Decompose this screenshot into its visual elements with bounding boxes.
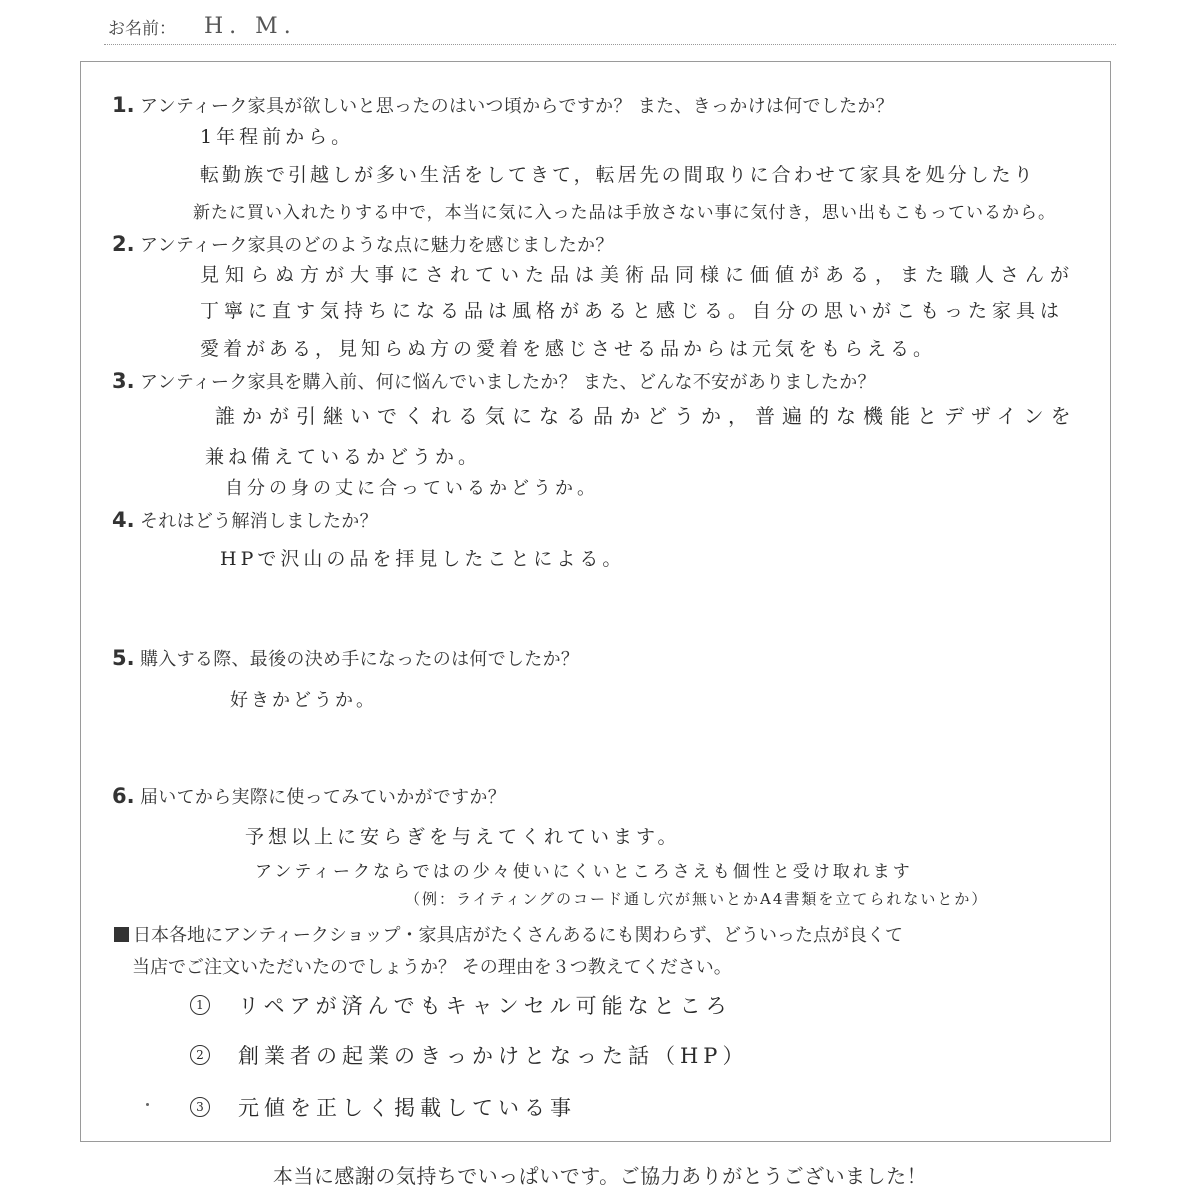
- footer-thanks: 本当に感謝の気持ちでいっぱいです。ご協力ありがとうございました！: [272, 1164, 928, 1188]
- question-number: 1.: [112, 93, 135, 117]
- reason-text: 創業者の起業のきっかけとなった話（HP）: [238, 1044, 749, 1068]
- question-text: 購入する際、最後の決め手になったのは何でしたか？: [140, 649, 580, 670]
- square-bullet-icon: [114, 927, 129, 942]
- answer-line: HPで沢山の品を拝見したことによる。: [220, 548, 626, 570]
- circled-number-icon: 3: [190, 1097, 210, 1117]
- answer-line: 誰かが引継いでくれる気になる品かどうか，普遍的な機能とデザインを: [215, 404, 1078, 428]
- answer-line: 見知らぬ方が大事にされていた品は美術品同様に価値がある，また職人さんが: [200, 264, 1076, 286]
- answer-line: 愛着がある，見知らぬ方の愛着を感じさせる品からは元気をもらえる。: [200, 338, 937, 360]
- answer-line: 転勤族で引越しが多い生活をしてきて，転居先の間取りに合わせて家具を処分したり: [200, 164, 1036, 186]
- reason-1: [190, 990, 732, 1020]
- reason-2: [190, 1040, 748, 1070]
- question-4: [112, 507, 378, 533]
- question-number: 3.: [112, 369, 135, 393]
- question-number: 2.: [112, 232, 135, 256]
- answer-line: 自分の身の丈に合っているかどうか。: [225, 478, 599, 499]
- question-2: [112, 231, 614, 257]
- question-number: 5.: [112, 646, 135, 670]
- question-text: 届いてから実際に使ってみていかがですか？: [140, 787, 506, 808]
- question-3: [112, 368, 876, 394]
- question-1: [112, 92, 894, 118]
- reason-3: [190, 1092, 576, 1122]
- reasons-question-text: 日本各地にアンティークショップ・家具店がたくさんあるにも関わらず、どういった点が良くて: [133, 925, 904, 946]
- circled-number-icon: 1: [190, 995, 210, 1015]
- question-number: 6.: [112, 784, 135, 808]
- name-underline: [104, 44, 1116, 45]
- question-text: アンティーク家具を購入前、何に悩んでいましたか？ また、どんな不安がありましたか？: [140, 372, 876, 393]
- reasons-question-line-2: 当店でご注文いただいたのでしょうか？ その理由を３つ教えてください。: [132, 956, 732, 978]
- answer-line: 兼ね備えているかどうか。: [205, 446, 482, 468]
- answer-line: 丁寧に直す気持ちになる品は風格があると感じる。自分の思いがこもった家具は: [200, 300, 1065, 322]
- reasons-question-line-1: [114, 920, 903, 952]
- question-text: アンティーク家具が欲しいと思ったのはいつ頃からですか？ また、きっかけは何でしたか？: [140, 96, 894, 117]
- question-text: それはどう解消しましたか？: [140, 511, 378, 532]
- question-5: [112, 645, 579, 671]
- name-value: H. M.: [204, 14, 297, 39]
- question-6: [112, 783, 506, 809]
- question-number: 4.: [112, 508, 135, 532]
- name-row: [108, 14, 297, 39]
- answer-line: （例：ライティングのコード通し穴が無いとかA4書類を立てられないとか）: [405, 890, 989, 908]
- answer-line: アンティークならではの少々使いにくいところさえも個性と受け取れます: [255, 862, 913, 882]
- answer-line: 予想以上に安らぎを与えてくれています。: [245, 826, 681, 848]
- reasons-question: [114, 920, 903, 983]
- answer-line: 好きかどうか。: [230, 690, 377, 711]
- reason-text: 元値を正しく掲載している事: [238, 1096, 576, 1120]
- circled-number-icon: 2: [190, 1045, 210, 1065]
- reason-text: リペアが済んでもキャンセル可能なところ: [238, 994, 732, 1018]
- question-text: アンティーク家具のどのような点に魅力を感じましたか？: [140, 235, 614, 256]
- name-label: お名前：: [108, 19, 176, 39]
- answer-line: 新たに買い入れたりする中で，本当に気に入った品は手放さない事に気付き，思い出もこもっているから。: [193, 203, 1056, 223]
- stray-dot: [146, 1103, 149, 1106]
- answer-line: 1年程前から。: [200, 126, 355, 148]
